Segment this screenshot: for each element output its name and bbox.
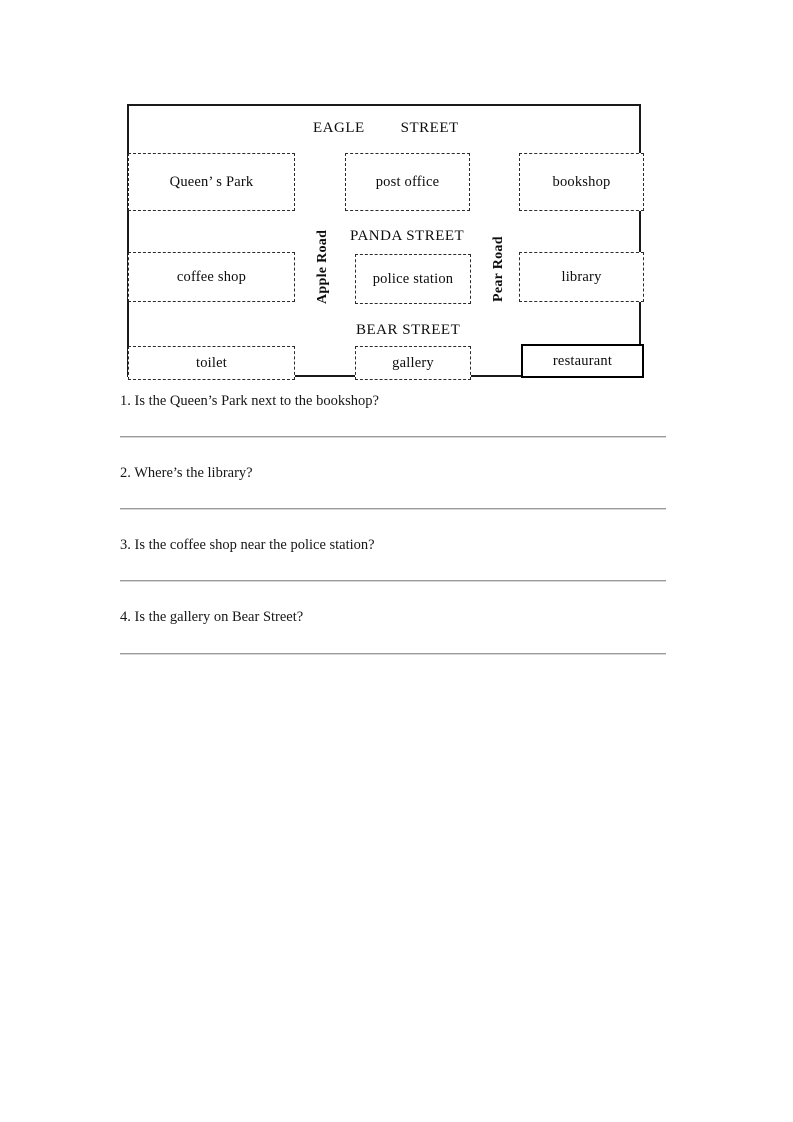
map-inner-canvas [129,106,639,375]
map-place-library [519,252,644,302]
map-place-label-gallery: gallery [392,354,434,371]
question-item [120,464,666,510]
question-text-1: 1. Is the Queen’s Park next to the bookshop? [120,393,379,409]
map-place-restaurant [521,344,644,378]
map-place-label-restaurant: restaurant [552,352,613,369]
street-label-panda: PANDA STREET [350,228,465,244]
answer-line-1[interactable] [120,436,666,438]
answer-line-2[interactable] [120,508,666,510]
map-place-label-library: library [561,268,602,285]
map-place-queens-park [128,153,295,211]
map-place-label-police-station: police station [372,270,454,287]
question-text-3: 3. Is the coffee shop near the police station? [120,537,375,554]
question-text-4: 4. Is the gallery on Bear Street? [120,609,304,626]
map-place-coffee-shop [128,252,295,302]
map-place-label-bookshop: bookshop [552,173,611,190]
map-place-bookshop [519,153,644,211]
answer-line-4[interactable] [120,653,666,655]
map-place-toilet [128,346,295,380]
map-place-police-station [355,254,471,304]
map-place-post-office [345,153,470,211]
question-item [120,536,666,582]
neighbourhood-map-figure [127,104,641,377]
map-place-label-queens-park: Queen’ s Park [169,173,254,190]
street-label-bear: BEAR STREET [356,322,461,338]
question-item [120,608,666,654]
street-label-eagle-word1: EAGLE [313,120,365,136]
questions-section [120,392,666,681]
street-label-eagle [313,120,459,137]
answer-line-3[interactable] [120,580,666,582]
road-label-pear: Pear Road [491,236,506,302]
road-label-apple: Apple Road [315,229,330,304]
map-place-label-coffee-shop: coffee shop [176,268,247,285]
map-place-label-post-office: post office [375,173,440,190]
question-text-2: 2. Where’s the library? [120,465,253,482]
map-place-label-toilet: toilet [195,354,227,371]
question-item [120,392,666,438]
map-place-gallery [355,346,471,380]
street-label-eagle-word2: STREET [400,120,459,136]
